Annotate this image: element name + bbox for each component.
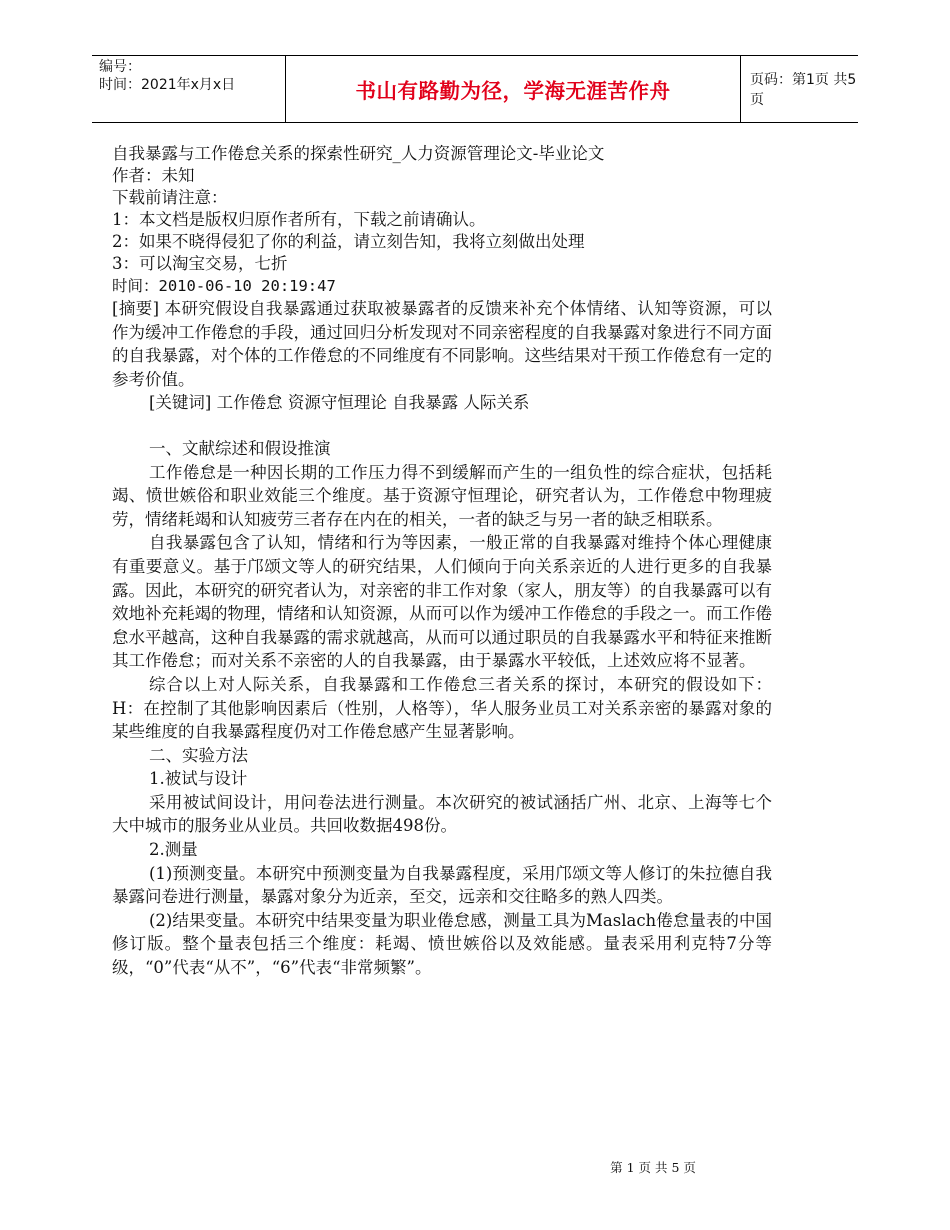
notice-heading: 下载前请注意： — [112, 188, 228, 207]
subsection-heading: 1.被试与设计 — [149, 769, 248, 789]
page-footer — [0, 1158, 950, 1176]
author: 作者：未知 — [112, 166, 195, 185]
paragraph: (2)结果变量。本研究中结果变量为职业倦怠感，测量工具为Maslach倦怠量表的中国修订版。整个量表包括三个维度：耗竭、愤世嫉俗以及效能感。量表采用利克特7分等级，“0”代表“从不”，“6”代表“非常频繁”。 — [112, 910, 772, 978]
paragraph: 采用被试间设计，用问卷法进行测量。本次研究的被试涵括广州、北京、上海等七个大中城市的服务业从业员。共回收数据498份。 — [112, 792, 772, 836]
number-label: 编号： — [99, 59, 141, 75]
notice-item: 3：可以淘宝交易，七折 — [112, 254, 288, 273]
document-body — [112, 143, 772, 980]
abstract: [摘要] 本研究假设自我暴露通过获取被暴露者的反馈来补充个体情绪、认知等资源，可以作为缓冲工作倦怠的手段，通过回归分析发现对不同亲密程度的自我暴露对象进行不同方面的自我暴露，对个体的工作倦怠的不同维度有不同影响。这些结果对干预工作倦怠有一定的参考价值。 — [112, 299, 772, 389]
header-table — [92, 55, 858, 123]
motto: 书山有路勤为径，学海无涯苦作舟 — [355, 79, 671, 103]
notice-item: 2：如果不晓得侵犯了你的利益，请立刻告知，我将立刻做出处理 — [112, 232, 585, 251]
time-label: 时间：2021年x月x日 — [99, 77, 236, 93]
keywords: [关键词] 工作倦怠 资源守恒理论 自我暴露 人际关系 — [149, 393, 530, 413]
notice-item: 1：本文档是版权归原作者所有，下载之前请确认。 — [112, 210, 486, 229]
paragraph: 自我暴露包含了认知，情绪和行为等因素，一般正常的自我暴露对维持个体心理健康有重要意义。基于邝颂文等人的研究结果，人们倾向于向关系亲近的人进行更多的自我暴露。因此，本研究的研究者认为，对亲密的非工作对象（家人，朋友等）的自我暴露可以有效地补充耗竭的物理，情绪和认知资源，从而可以作为缓冲工作倦怠的手段之一。而工作倦怠水平越高，这种自我暴露的需求就越高，从而可以通过职员的自我暴露水平和特征来推断其工作倦怠；而对关系不亲密的人的自我暴露，由于暴露水平较低，上述效应将不显著。 — [112, 533, 772, 671]
doc-title: 自我暴露与工作倦怠关系的探索性研究_人力资源管理论文-毕业论文 — [112, 144, 605, 163]
page-info: 页码：第1页 共5页 — [750, 72, 857, 108]
paragraph: (1)预测变量。本研究中预测变量为自我暴露程度，采用邝颂文等人修订的朱拉德自我暴露问卷进行测量，暴露对象分为近亲，至交，远亲和交往略多的熟人四类。 — [112, 863, 772, 907]
publish-time: 时间：2010-06-10 20:19:47 — [112, 277, 336, 295]
header-motto-cell — [285, 56, 741, 122]
section-heading: 一、文献综述和假设推演 — [149, 438, 331, 458]
section-heading: 二、实验方法 — [149, 745, 248, 765]
subsection-heading: 2.测量 — [149, 840, 198, 860]
footer-page-number: 第 1 页 共 5 页 — [610, 1160, 696, 1175]
paragraph: 综合以上对人际关系，自我暴露和工作倦怠三者关系的探讨，本研究的假设如下：H：在控制了其他影响因素后（性别，人格等），华人服务业员工对关系亲密的暴露对象的某些维度的自我暴露程度仍对工作倦怠感产生显著影响。 — [112, 674, 772, 742]
header-meta — [92, 56, 285, 122]
paragraph: 工作倦怠是一种因长期的工作压力得不到缓解而产生的一组负性的综合症状，包括耗竭、愤世嫉俗和职业效能三个维度。基于资源守恒理论，研究者认为，工作倦怠中物理疲劳，情绪耗竭和认知疲劳三者存在内在的相关，一者的缺乏与另一者的缺乏相联系。 — [112, 462, 772, 529]
